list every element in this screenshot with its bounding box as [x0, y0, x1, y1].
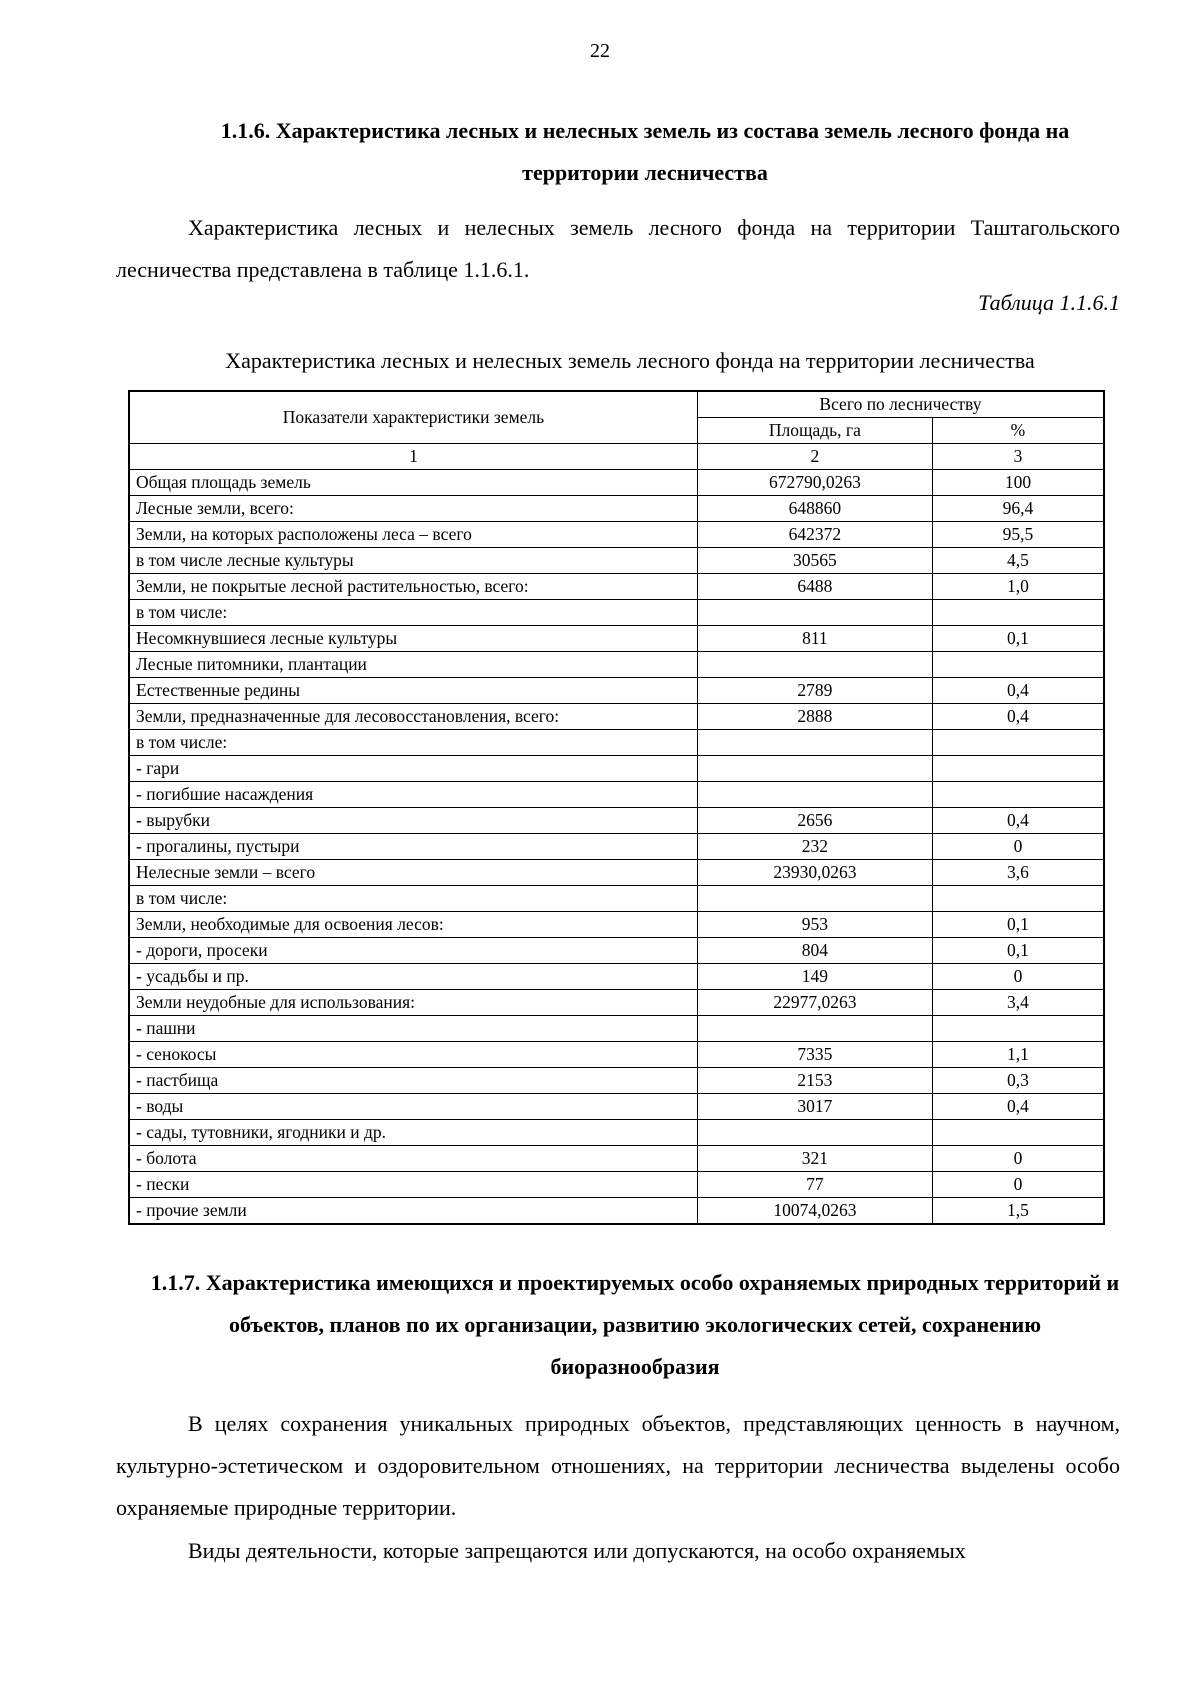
row-area	[697, 756, 932, 782]
row-name: - сенокосы	[129, 1042, 697, 1068]
row-percent: 0,4	[932, 704, 1104, 730]
row-area: 2656	[697, 808, 932, 834]
table-row	[129, 470, 1104, 496]
header-percent: %	[932, 418, 1104, 444]
table-row	[129, 548, 1104, 574]
row-area: 22977,0263	[697, 990, 932, 1016]
row-percent	[932, 1016, 1104, 1042]
table-row	[129, 574, 1104, 600]
row-name: - погибшие насаждения	[129, 782, 697, 808]
table-row	[129, 1146, 1104, 1172]
table-row	[129, 522, 1104, 548]
row-name: - прочие земли	[129, 1198, 697, 1225]
table-label: Таблица 1.1.6.1	[978, 290, 1120, 315]
row-name: в том числе:	[129, 600, 697, 626]
row-area: 642372	[697, 522, 932, 548]
table-row	[129, 1172, 1104, 1198]
row-percent: 0,4	[932, 808, 1104, 834]
table-row	[129, 886, 1104, 912]
table-row	[129, 990, 1104, 1016]
row-percent	[932, 782, 1104, 808]
row-name: - дороги, просеки	[129, 938, 697, 964]
row-area: 23930,0263	[697, 860, 932, 886]
row-name: - воды	[129, 1094, 697, 1120]
row-name: в том числе лесные культуры	[129, 548, 697, 574]
table-caption: Характеристика лесных и нелесных земель лесного фонда на территории лесничества	[225, 348, 1035, 373]
table-row	[129, 652, 1104, 678]
row-percent: 4,5	[932, 548, 1104, 574]
table-column-numbers-row	[129, 444, 1104, 470]
row-percent: 3,4	[932, 990, 1104, 1016]
row-name: Земли, необходимые для освоения лесов:	[129, 912, 697, 938]
row-percent: 1,0	[932, 574, 1104, 600]
row-area: 10074,0263	[697, 1198, 932, 1225]
row-name: Земли неудобные для использования:	[129, 990, 697, 1016]
row-percent: 1,5	[932, 1198, 1104, 1225]
row-name: Земли, на которых расположены леса – всего	[129, 522, 697, 548]
table-row	[129, 626, 1104, 652]
row-name: - вырубки	[129, 808, 697, 834]
table-row	[129, 964, 1104, 990]
table-row	[129, 496, 1104, 522]
table-row	[129, 782, 1104, 808]
row-name: Лесные земли, всего:	[129, 496, 697, 522]
table-row	[129, 1042, 1104, 1068]
header-area: Площадь, га	[697, 418, 932, 444]
row-percent: 1,1	[932, 1042, 1104, 1068]
row-name: Нелесные земли – всего	[129, 860, 697, 886]
row-percent: 0,3	[932, 1068, 1104, 1094]
table-row	[129, 860, 1104, 886]
row-name: - усадьбы и пр.	[129, 964, 697, 990]
row-percent: 3,6	[932, 860, 1104, 886]
row-name: - болота	[129, 1146, 697, 1172]
row-area: 953	[697, 912, 932, 938]
table-row	[129, 1068, 1104, 1094]
row-percent	[932, 652, 1104, 678]
row-name: - пашни	[129, 1016, 697, 1042]
row-name: - сады, тутовники, ягодники и др.	[129, 1120, 697, 1146]
table-row	[129, 1094, 1104, 1120]
row-area: 77	[697, 1172, 932, 1198]
row-name: Земли, не покрытые лесной растительностью, всего:	[129, 574, 697, 600]
row-name: - пастбища	[129, 1068, 697, 1094]
row-name: - прогалины, пустыри	[129, 834, 697, 860]
row-percent: 95,5	[932, 522, 1104, 548]
row-name: в том числе:	[129, 730, 697, 756]
row-area: 672790,0263	[697, 470, 932, 496]
row-name: в том числе:	[129, 886, 697, 912]
row-name: Несомкнувшиеся лесные культуры	[129, 626, 697, 652]
row-area: 804	[697, 938, 932, 964]
table-row	[129, 808, 1104, 834]
section-heading-1-1-7: 1.1.7. Характеристика имеющихся и проектируемых особо охраняемых природных территорий и объектов, планов по их организации, развитию экологических сетей, сохранению биоразнообразия	[150, 1270, 1120, 1379]
row-name: Естественные редины	[129, 678, 697, 704]
row-area: 30565	[697, 548, 932, 574]
row-percent: 0	[932, 834, 1104, 860]
body-paragraph-2: Виды деятельности, которые запрещаются или допускаются, на особо охраняемых	[188, 1538, 966, 1563]
row-area	[697, 600, 932, 626]
row-area: 811	[697, 626, 932, 652]
header-indicator: Показатели характеристики земель	[129, 391, 697, 444]
row-percent: 0	[932, 1172, 1104, 1198]
row-percent: 0,1	[932, 912, 1104, 938]
row-percent: 0,4	[932, 1094, 1104, 1120]
table-row	[129, 1198, 1104, 1225]
row-percent: 0,1	[932, 938, 1104, 964]
body-paragraph-1: В целях сохранения уникальных природных объектов, представляющих ценность в научном, культурно-эстетическом и оздоровительном отношениях, на территории лесничества выделены особо охраняемые природные территории.	[116, 1411, 1120, 1520]
table-row	[129, 756, 1104, 782]
row-name: Общая площадь земель	[129, 470, 697, 496]
column-number: 2	[697, 444, 932, 470]
row-area	[697, 652, 932, 678]
row-area: 2789	[697, 678, 932, 704]
table-row	[129, 704, 1104, 730]
row-area	[697, 886, 932, 912]
row-area: 232	[697, 834, 932, 860]
page-number: 22	[590, 40, 610, 62]
table-row	[129, 1120, 1104, 1146]
row-percent	[932, 730, 1104, 756]
row-area	[697, 730, 932, 756]
row-percent	[932, 756, 1104, 782]
row-percent: 96,4	[932, 496, 1104, 522]
row-percent	[932, 600, 1104, 626]
column-number: 1	[129, 444, 697, 470]
row-area: 2153	[697, 1068, 932, 1094]
table-row	[129, 678, 1104, 704]
row-percent: 100	[932, 470, 1104, 496]
row-area	[697, 1016, 932, 1042]
row-area: 321	[697, 1146, 932, 1172]
row-area: 648860	[697, 496, 932, 522]
row-area: 3017	[697, 1094, 932, 1120]
row-name: - пески	[129, 1172, 697, 1198]
table-row	[129, 730, 1104, 756]
table-row	[129, 1016, 1104, 1042]
header-total: Всего по лесничеству	[697, 391, 1104, 418]
row-area: 149	[697, 964, 932, 990]
row-percent: 0,4	[932, 678, 1104, 704]
row-name: - гари	[129, 756, 697, 782]
row-area: 7335	[697, 1042, 932, 1068]
row-area	[697, 782, 932, 808]
row-percent: 0	[932, 964, 1104, 990]
row-area	[697, 1120, 932, 1146]
table-row	[129, 912, 1104, 938]
section-heading-1-1-6: 1.1.6. Характеристика лесных и нелесных земель из состава земель лесного фонда на территории лесничества	[220, 118, 1070, 185]
table-row	[129, 834, 1104, 860]
row-name: Лесные питомники, плантации	[129, 652, 697, 678]
row-name: Земли, предназначенные для лесовосстановления, всего:	[129, 704, 697, 730]
row-area: 2888	[697, 704, 932, 730]
row-area: 6488	[697, 574, 932, 600]
row-percent: 0	[932, 1146, 1104, 1172]
table-header-row	[129, 391, 1104, 418]
table-row	[129, 600, 1104, 626]
intro-paragraph: Характеристика лесных и нелесных земель лесного фонда на территории Таштагольского лесничества представлена в таблице 1.1.6.1.	[116, 215, 1120, 282]
table-row	[129, 938, 1104, 964]
row-percent: 0,1	[932, 626, 1104, 652]
column-number: 3	[932, 444, 1104, 470]
row-percent	[932, 1120, 1104, 1146]
row-percent	[932, 886, 1104, 912]
land-characteristics-table	[128, 390, 1105, 1225]
